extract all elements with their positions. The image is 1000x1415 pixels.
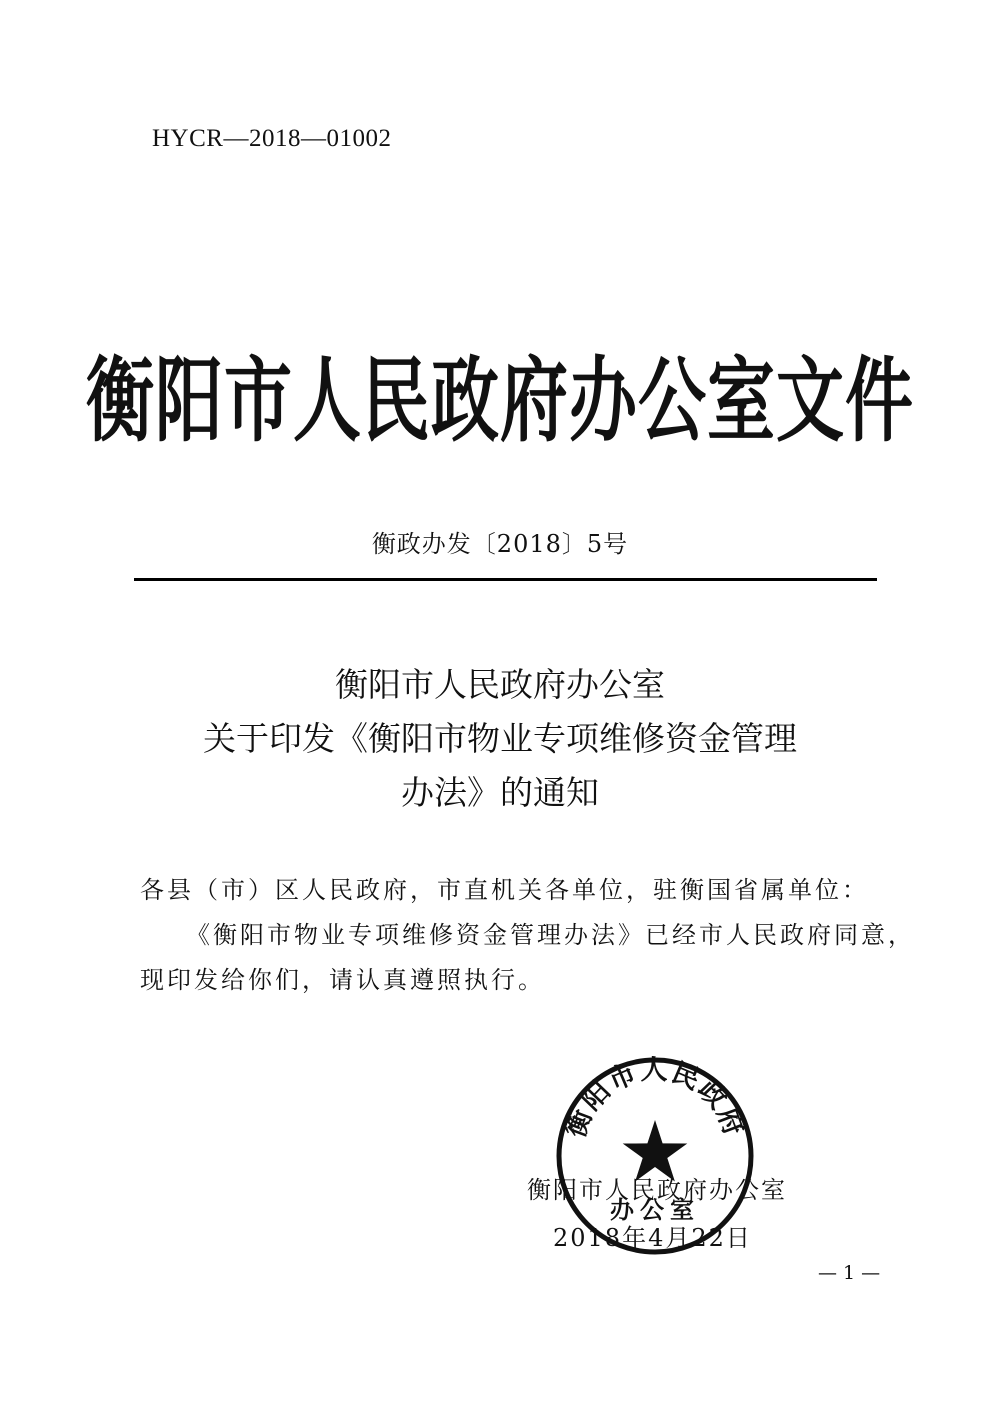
notice-title-line: 衡阳市人民政府办公室 (335, 665, 665, 704)
document-code: HYCR—2018—01002 (152, 125, 392, 152)
notice-body (140, 868, 915, 1003)
header-divider (134, 578, 877, 581)
document-number: 衡政办发〔2018〕5号 (371, 530, 629, 558)
document-header-title: 衡阳市人民政府办公室文件 (85, 349, 914, 456)
notice-title-line: 办法》的通知 (401, 773, 599, 812)
seal-ring-text: 衡阳市人民政府 (560, 1056, 750, 1142)
body-paragraph-line: 现印发给你们，请认真遵照执行。 (140, 966, 545, 994)
notice-title-line: 关于印发《衡阳市物业专项维修资金管理 (203, 719, 797, 758)
seal-bottom-text: 办公室 (610, 1196, 700, 1224)
notice-title (0, 658, 1000, 820)
issuer-signature: 衡阳市人民政府办公室 (527, 1176, 787, 1204)
page-number: — 1 — (818, 1262, 881, 1284)
body-paragraph-line: 《衡阳市物业专项维修资金管理办法》已经市人民政府同意， (186, 921, 915, 949)
addressee-line: 各县（市）区人民政府，市直机关各单位，驻衡国省属单位： (140, 876, 869, 904)
issue-date: 2018年4月22日 (553, 1224, 752, 1252)
